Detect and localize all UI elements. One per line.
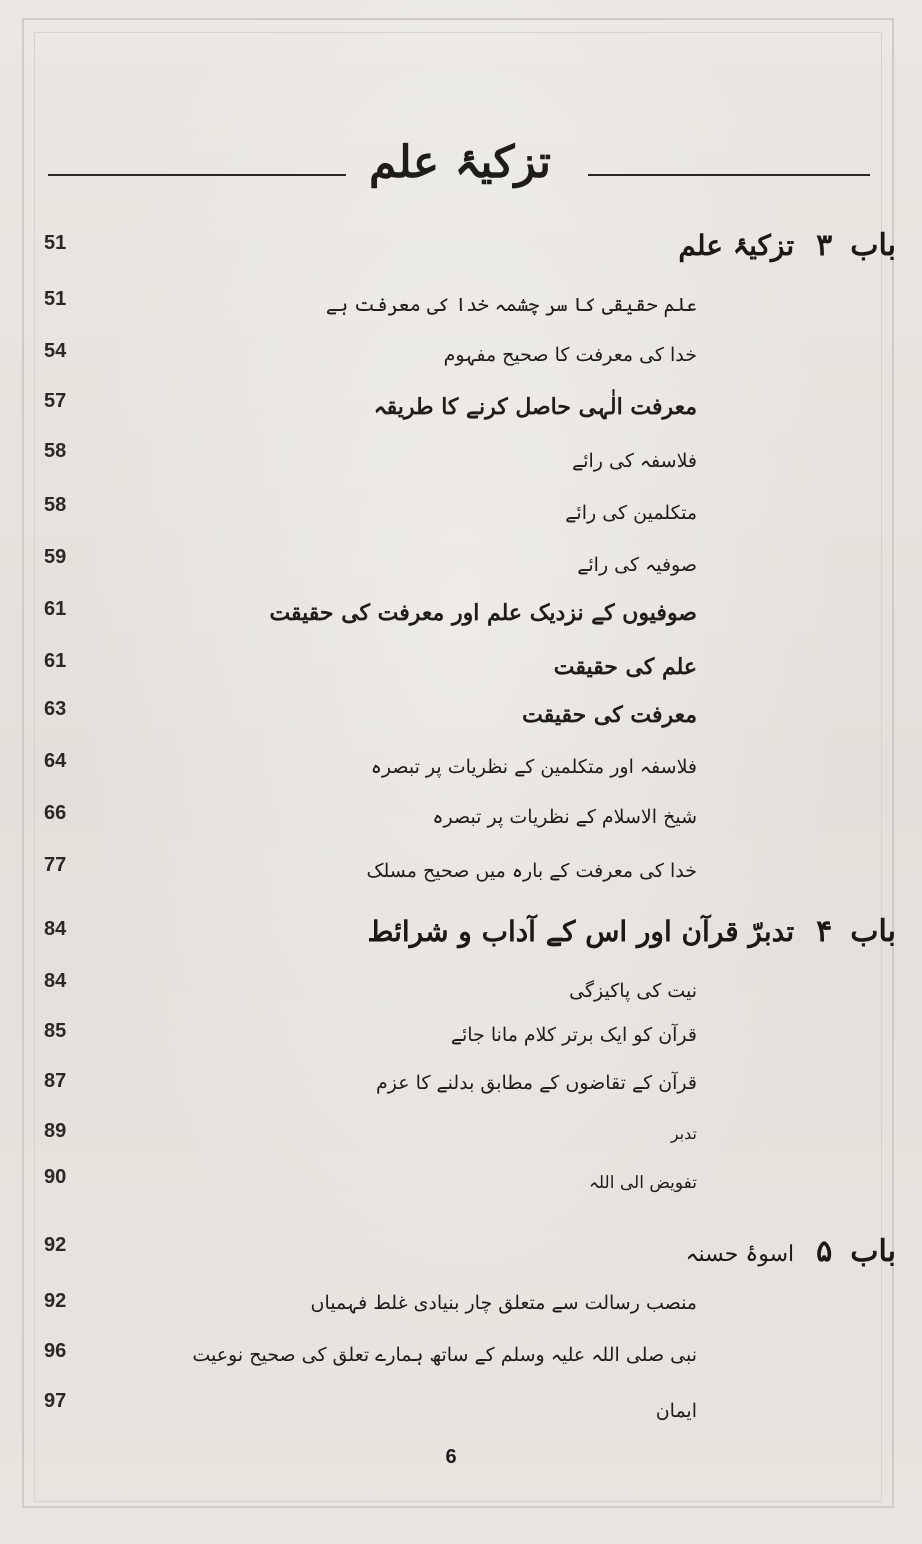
- toc-entry: نبی صلی اللہ علیہ وسلم کے ساتھ ہمارے تعلق کی صحیح نوعیت: [192, 1344, 697, 1366]
- toc-entry: صوفیہ کی رائے: [577, 554, 697, 576]
- chapter-heading: [16, 1234, 896, 1269]
- chapter-number: ۴: [816, 914, 833, 949]
- toc-entry: خدا کی معرفت کے بارہ میں صحیح مسلک: [366, 860, 697, 882]
- toc-entry: صوفیوں کے نزدیک علم اور معرفت کی حقیقت: [269, 600, 697, 626]
- page-ref: 54: [44, 340, 67, 362]
- page-ref: 51: [44, 232, 67, 254]
- toc-entry: تدبر: [670, 1124, 697, 1143]
- page-ref: 57: [44, 390, 67, 412]
- page-ref: 59: [44, 546, 67, 568]
- chapter-heading: [16, 228, 896, 263]
- chapter-label: باب: [850, 1234, 896, 1269]
- page-number: 6: [445, 1446, 457, 1468]
- page-title: تزکیۂ علم: [369, 137, 551, 188]
- toc-entry: علم حقیقی کا سر چشمہ خدا کی معرفت ہے: [325, 294, 697, 316]
- toc-entry: معرفت الٰہی حاصل کرنے کا طریقہ: [373, 394, 697, 420]
- page-ref: 58: [44, 440, 67, 462]
- chapter-number: ۵: [816, 1234, 833, 1269]
- toc-entry: منصب رسالت سے متعلق چار بنیادی غلط فہمیاں: [310, 1292, 697, 1314]
- page-ref: 77: [44, 854, 67, 876]
- chapter-title: تزکیۂ علم: [678, 229, 795, 262]
- page-ref: 85: [44, 1020, 67, 1042]
- page-ref: 58: [44, 494, 67, 516]
- chapter-title: اسوۂ حسنہ: [685, 1242, 795, 1267]
- chapter-label: باب: [850, 228, 896, 263]
- toc-entry: قرآن کے تقاضوں کے مطابق بدلنے کا عزم: [375, 1072, 697, 1094]
- page-ref: 96: [44, 1340, 67, 1362]
- page-ref: 92: [44, 1234, 67, 1256]
- toc-entry: علم کی حقیقت: [553, 654, 697, 680]
- page-ref: 61: [44, 598, 67, 620]
- chapter-number: ۳: [816, 228, 833, 263]
- page-ref: 92: [44, 1290, 67, 1312]
- page-ref: 63: [44, 698, 67, 720]
- toc-entry: فلاسفہ کی رائے: [572, 450, 697, 472]
- toc-entry: نیت کی پاکیزگی: [569, 980, 697, 1002]
- toc-entry: معرفت کی حقیقت: [522, 702, 697, 728]
- page-ref: 89: [44, 1120, 67, 1142]
- page-ref: 87: [44, 1070, 67, 1092]
- page-ref: 51: [44, 288, 67, 310]
- page-ref: 64: [44, 750, 67, 772]
- chapter-title: تدبرّ قرآن اور اس کے آداب و شرائط: [367, 915, 795, 948]
- toc-entry: ایمان: [655, 1400, 697, 1422]
- page-ref: 97: [44, 1390, 67, 1412]
- toc-entry: خدا کی معرفت کا صحیح مفہوم: [443, 344, 697, 366]
- toc-entry: قرآن کو ایک برتر کلام مانا جائے: [450, 1024, 697, 1046]
- page-ref: 61: [44, 650, 67, 672]
- chapter-label: باب: [850, 914, 896, 949]
- chapter-heading: [16, 914, 896, 949]
- page-ref: 90: [44, 1166, 67, 1188]
- page-ref: 84: [44, 970, 67, 992]
- toc-entry: فلاسفہ اور متکلمین کے نظریات پر تبصرہ: [370, 756, 697, 778]
- title-rule-right: [588, 174, 870, 176]
- page-ref: 66: [44, 802, 67, 824]
- page-ref: 84: [44, 918, 67, 940]
- toc-entry: متکلمین کی رائے: [565, 502, 697, 524]
- toc-entry: تفویض الی اللہ: [588, 1173, 697, 1193]
- toc-entry: شیخ الاسلام کے نظریات پر تبصرہ: [432, 806, 697, 828]
